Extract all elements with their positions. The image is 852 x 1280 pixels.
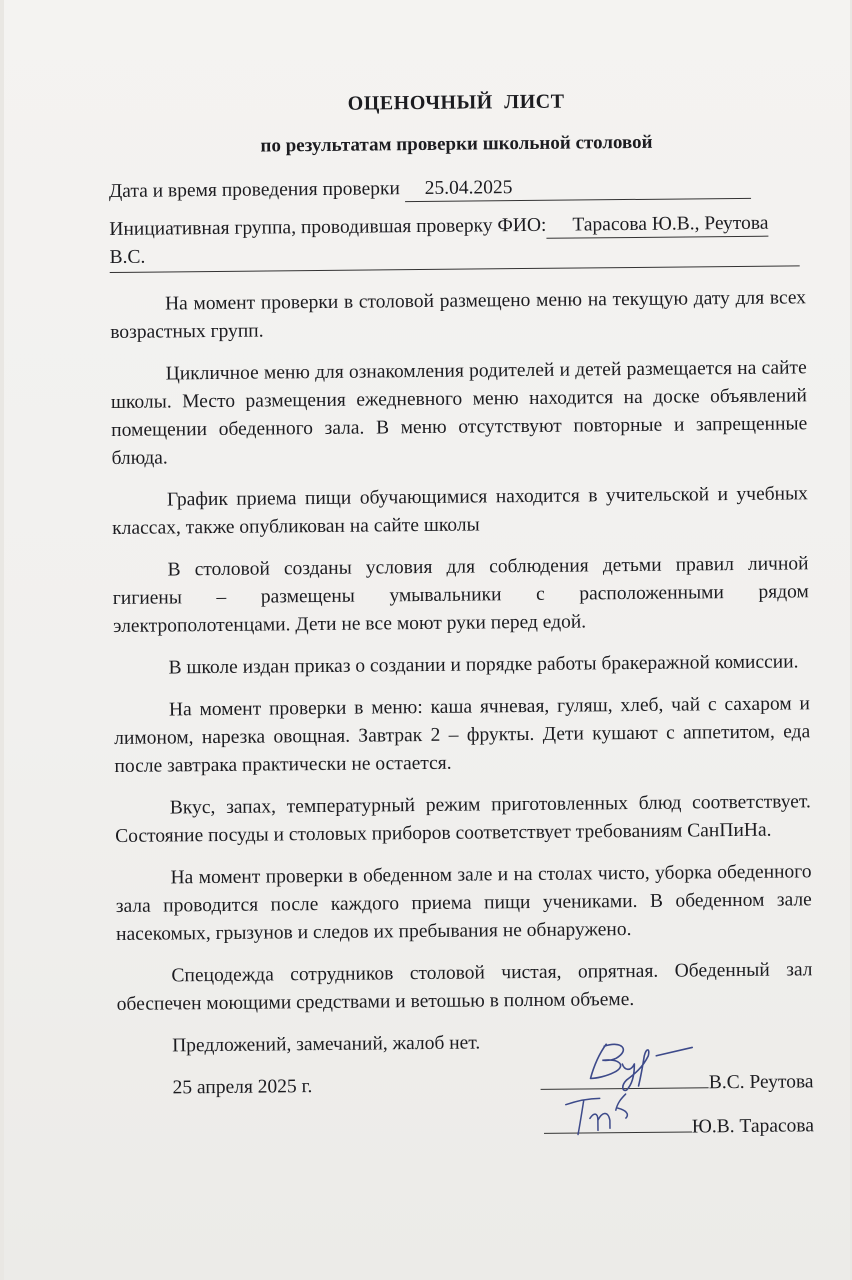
inspection-group-label: Инициативная группа, проводившая проверку ФИО:	[109, 214, 547, 240]
sign-date: 25 апреля 2025 г.	[172, 1076, 313, 1099]
paragraph-cleanliness: На момент проверки в обеденном зале и на столах чисто, уборка обеденного зала проводится после каждого приема пищи учениками. В обеденном зале насекомых, грызунов и следов их пребывания не обнаружено.	[115, 861, 812, 945]
document-page	[108, 85, 814, 1143]
signature-line	[544, 1113, 692, 1133]
signature-name-tarasova: Ю.В. Тарасова	[691, 1115, 815, 1138]
inspection-date-field	[109, 171, 805, 206]
paragraph-hygiene: В столовой созданы условия для соблюдения детьми правил личной гигиены – размещены умывальники с расположенными рядом электрополотенцами. Дети не все моют руки перед едой.	[112, 553, 809, 637]
signature-line	[541, 1069, 709, 1090]
inspection-group-value: Тарасова Ю.В., Реутова	[546, 212, 768, 239]
inspection-group-value-continued: В.С.	[109, 237, 799, 273]
paragraph-menu-contents: На момент проверки в меню: каша ячневая, гуляш, хлеб, чай с сахаром и лимоном, нарезка овощная. Завтрак 2 – фрукты. Дети кушают с аппетитом, еда после завтрака практически не остается.	[114, 693, 811, 777]
findings-section	[110, 284, 813, 1019]
handwritten-signature-icon	[560, 1033, 711, 1094]
document-title: ОЦЕНОЧНЫЙ ЛИСТ	[347, 90, 565, 115]
inspection-date-value: 25.04.2025	[405, 174, 751, 202]
signature-tarasova	[544, 1112, 814, 1143]
paper-sheet	[4, 0, 850, 1280]
paragraph-staff-uniform: Спецодежда сотрудников столовой чистая, опрятная. Обеденный зал обеспечен моющими средствами и ветошью в полном объеме.	[116, 959, 813, 1015]
signature-block	[117, 1026, 814, 1143]
paragraph-taste-quality: Вкус, запах, температурный режим приготовленных блюд соответствует. Состояние посуды и столовых приборов соответствует требованиям СанПиНа.	[115, 791, 811, 847]
signature-name-reutova: В.С. Реутова	[708, 1071, 814, 1094]
closing-note: Предложений, замечаний, жалоб нет.	[172, 1032, 481, 1057]
document-subtitle: по результатам проверки школьной столовой	[260, 131, 653, 157]
paragraph-meal-schedule: График приема пищи обучающимися находится в учительской и учебных классах, также опубликован на сайте школы	[112, 483, 808, 539]
paragraph-cyclic-menu: Цикличное меню для ознакомления родителей и детей размещается на сайте школы. Место размещения ежедневного меню находится на доске объявлений помещении обеденного зала. В меню отсутствуют повторные и запрещенные блюда.	[110, 357, 808, 469]
handwritten-signature-icon	[555, 1088, 655, 1139]
paragraph-commission-order: В школе издан приказ о создании и порядке работы бракеражной комиссии.	[168, 651, 799, 679]
inspection-date-label: Дата и время проведения проверки	[108, 178, 405, 202]
paragraph-menu-posted: На момент проверки в столовой размещено меню на текущую дату для всех возрастных групп.	[110, 287, 807, 343]
